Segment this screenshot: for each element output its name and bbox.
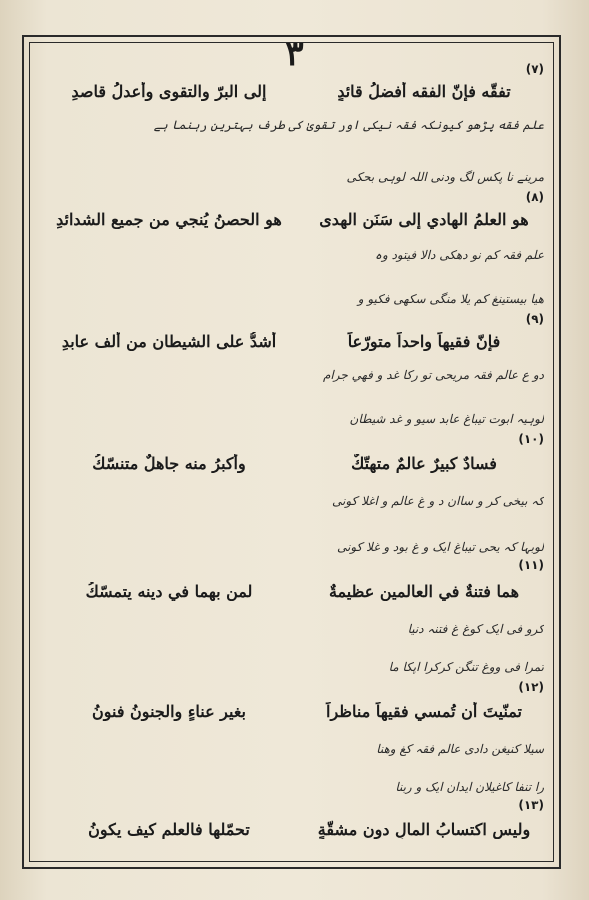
gloss-line: را تنفا کاغیلان ایدان ایک و ربنا bbox=[395, 780, 544, 794]
stanza-13 bbox=[44, 780, 544, 860]
verse-row bbox=[44, 332, 544, 358]
stanza-9 bbox=[44, 292, 544, 402]
first-hemistich: هو العلمُ الهادي إلى سَنَن الهدى bbox=[319, 210, 529, 229]
second-hemistich: بغير عناءٍ والجنونُ فنونُ bbox=[91, 702, 247, 721]
stanza-number: (١٠) bbox=[518, 432, 544, 446]
gloss-line: علم فقہ کم نو دھکی دالا فیتود وہ bbox=[374, 248, 544, 262]
first-hemistich: تمنّيتَ أن تُمسي فقيهاً مناظراً bbox=[326, 702, 522, 721]
stanza-number: (١٢) bbox=[518, 680, 544, 694]
stanza-number: (٧) bbox=[525, 62, 544, 76]
verse-row bbox=[44, 702, 544, 728]
gloss-line: دو ع عالم فقہ مریحی تو رکا غد و فهي جرام bbox=[322, 368, 544, 382]
verse-row bbox=[44, 582, 544, 608]
gloss-line: سیلا کنیغن دادی عالم فقہ کغ وهنا bbox=[376, 742, 544, 756]
stanza-10 bbox=[44, 412, 544, 527]
verse-row bbox=[44, 820, 544, 846]
stanza-number: (٨) bbox=[525, 190, 544, 204]
stanza-number: (٩) bbox=[525, 312, 544, 326]
stanza-12 bbox=[44, 660, 544, 775]
second-hemistich: أشدُّ على الشيطان من ألف عابدِ bbox=[61, 332, 277, 351]
gloss-line: علم فقه پڑھو کیونکہ فقہ نیکی اور تقویٰ کی طرف بہترین رہنما ہے bbox=[153, 118, 544, 132]
first-hemistich: فإنّ فقيهاً واحداً متورّعاً bbox=[347, 332, 501, 351]
second-hemistich: إلى البرّ والتقوى وأعدلُ قاصدِ bbox=[71, 82, 267, 101]
stanza-7 bbox=[44, 62, 544, 150]
stanza-number: (١١) bbox=[518, 558, 544, 572]
gloss-line: لوہیہ ابوت تیباغ عابد سیو و غد شیطان bbox=[349, 412, 544, 426]
second-hemistich: لمن بهما في دينه يتمسّكُ bbox=[85, 582, 253, 601]
first-hemistich: تفقّه فإنّ الفقه أفضلُ قائدٍ bbox=[337, 82, 511, 101]
second-hemistich: وأكبرُ منه جاهلٌ متنسّكُ bbox=[92, 454, 246, 473]
page-number: ٣ bbox=[285, 34, 304, 74]
gloss-line: کہ بیخی کر و ساان د و غ عالم و اغلا کونی bbox=[332, 494, 544, 508]
stanza-8 bbox=[44, 170, 544, 280]
gloss-line: لوبہا کہ یحی تیباغ ایک و غ بود و غلا کونی bbox=[337, 540, 544, 554]
gloss-line: مرینے نا پکس لگ ودنی اللہ لوہی بحکی bbox=[346, 170, 544, 184]
verse-row bbox=[44, 210, 544, 236]
gloss-line: ھیا بیستینغ کم یلا منگی سکھی فکیو و bbox=[357, 292, 544, 306]
second-hemistich: هو الحصنُ يُنجي من جميع الشدائدِ bbox=[56, 210, 282, 229]
stanza-11 bbox=[44, 540, 544, 655]
second-hemistich: تحمّلها فالعلم كيف يكونُ bbox=[88, 820, 250, 839]
verse-row bbox=[44, 82, 544, 108]
gloss-line: کرو فی ایک کوغ غ فتنہ دنیا bbox=[407, 622, 544, 636]
first-hemistich: هما فتنةٌ في العالمين عظيمةٌ bbox=[328, 582, 520, 601]
stanza-number: (١٣) bbox=[518, 798, 544, 812]
verse-row bbox=[44, 454, 544, 480]
first-hemistich: وليس اكتسابُ المالِ دون مشقّةٍ bbox=[317, 820, 531, 839]
gloss-line: تمرا فی ووغ تنگن کرکرا اپکا ما bbox=[388, 660, 544, 674]
first-hemistich: فسادٌ كبيرٌ عالمٌ متهتّكٌ bbox=[351, 454, 497, 473]
